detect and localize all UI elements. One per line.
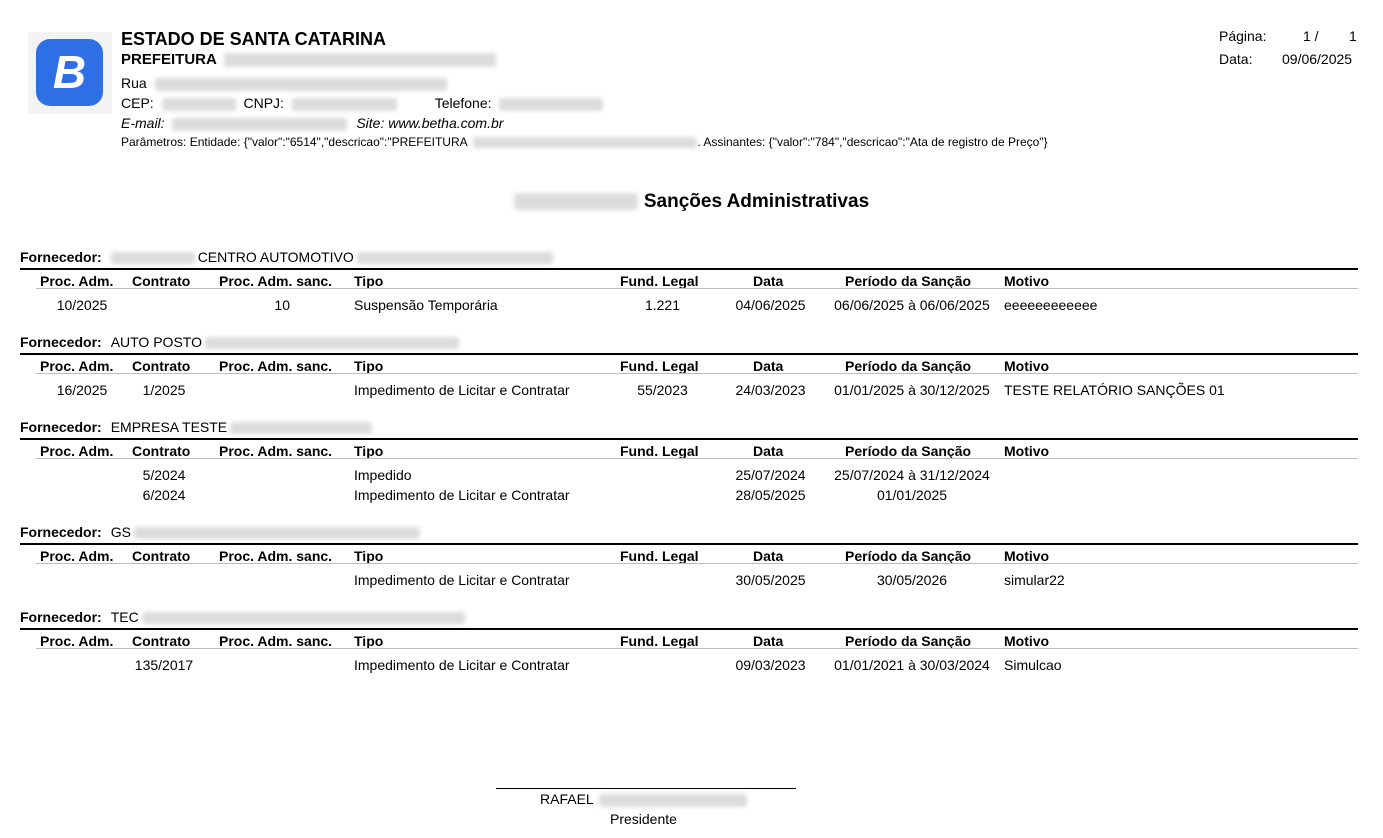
section-divider bbox=[20, 438, 1358, 440]
column-header-motivo: Motivo bbox=[1004, 273, 1050, 289]
column-header-contrato: Contrato bbox=[132, 358, 191, 374]
report-title-text: Sanções Administrativas bbox=[643, 191, 870, 212]
parametros-prefix: Parâmetros: Entidade: {"valor":"6514","descricao":"PREFEITURA bbox=[121, 135, 467, 149]
cell-tipo: Impedido bbox=[354, 467, 412, 483]
cell-tipo: Impedimento de Licitar e Contratar bbox=[354, 657, 570, 673]
state-title: ESTADO DE SANTA CATARINA bbox=[121, 29, 386, 49]
cell-fund-legal: 55/2023 bbox=[637, 382, 688, 398]
redacted-supplier-id bbox=[111, 252, 195, 264]
column-header-proc-adm: Proc. Adm. bbox=[40, 273, 114, 289]
cell-data: 24/03/2023 bbox=[735, 382, 806, 398]
signature-role: Presidente bbox=[610, 811, 677, 827]
redacted-telefone bbox=[499, 98, 603, 111]
header-underline bbox=[36, 288, 1358, 289]
section-divider bbox=[20, 268, 1358, 270]
column-header-proc-adm: Proc. Adm. bbox=[40, 358, 114, 374]
column-header-periodo: Período da Sanção bbox=[845, 633, 972, 649]
column-header-fund-legal: Fund. Legal bbox=[620, 443, 699, 459]
section-divider bbox=[20, 543, 1358, 545]
header-underline bbox=[36, 458, 1358, 459]
parametros-line bbox=[121, 135, 1048, 149]
cell-motivo: eeeeeeeeeeee bbox=[1004, 297, 1098, 313]
fornecedor-section bbox=[20, 247, 1358, 332]
parametros-suffix: . Assinantes: {"valor":"784","descricao":"Ata de registro de Preço"} bbox=[697, 135, 1048, 149]
column-header-data: Data bbox=[753, 273, 784, 289]
column-header-motivo: Motivo bbox=[1004, 548, 1050, 564]
column-header-fund-legal: Fund. Legal bbox=[620, 633, 699, 649]
cell-contrato: 135/2017 bbox=[134, 657, 194, 673]
section-divider bbox=[20, 353, 1358, 355]
cell-motivo: simular22 bbox=[1004, 572, 1065, 588]
cell-data: 30/05/2025 bbox=[735, 572, 806, 588]
redacted-supplier-details bbox=[357, 252, 553, 264]
redacted-supplier-details bbox=[230, 422, 372, 434]
header-underline bbox=[36, 563, 1358, 564]
fornecedor-name: EMPRESA TESTE bbox=[110, 419, 228, 435]
column-header-motivo: Motivo bbox=[1004, 443, 1050, 459]
column-header-motivo: Motivo bbox=[1004, 633, 1050, 649]
fornecedor-section bbox=[20, 332, 1358, 417]
cnpj-label: CNPJ: bbox=[243, 95, 284, 111]
column-header-proc-adm-sanc: Proc. Adm. sanc. bbox=[219, 443, 333, 459]
fornecedor-name: GS bbox=[110, 524, 131, 540]
redacted-prefeitura-name bbox=[224, 53, 496, 67]
email-label: E-mail: bbox=[121, 115, 165, 131]
fornecedor-row bbox=[20, 332, 1358, 352]
column-header-data: Data bbox=[753, 358, 784, 374]
pagina-total: 1 bbox=[1349, 28, 1357, 44]
column-header-data: Data bbox=[753, 633, 784, 649]
fornecedor-label: Fornecedor: bbox=[20, 609, 102, 625]
column-header-contrato: Contrato bbox=[132, 273, 191, 289]
column-header-periodo: Período da Sanção bbox=[845, 548, 972, 564]
fornecedor-label: Fornecedor: bbox=[20, 249, 102, 265]
cell-periodo: 30/05/2026 bbox=[876, 572, 948, 588]
report-title bbox=[0, 191, 1383, 213]
signature-name-line bbox=[540, 791, 747, 807]
column-header-proc-adm-sanc: Proc. Adm. sanc. bbox=[219, 358, 333, 374]
cep-label: CEP: bbox=[121, 95, 154, 111]
cell-periodo: 01/01/2025 à 30/12/2025 bbox=[834, 382, 990, 398]
cell-motivo: TESTE RELATÓRIO SANÇÕES 01 bbox=[1004, 382, 1225, 398]
column-header-fund-legal: Fund. Legal bbox=[620, 273, 699, 289]
redacted-cnpj bbox=[292, 98, 397, 111]
header-underline bbox=[36, 648, 1358, 649]
column-header-fund-legal: Fund. Legal bbox=[620, 358, 699, 374]
cell-periodo: 25/07/2024 à 31/12/2024 bbox=[834, 467, 990, 483]
fornecedor-section bbox=[20, 607, 1358, 692]
redacted-address bbox=[155, 78, 447, 91]
column-header-proc-adm: Proc. Adm. bbox=[40, 443, 114, 459]
email-line bbox=[121, 115, 503, 131]
cell-contrato: 5/2024 bbox=[142, 467, 186, 483]
pagina-label: Página: bbox=[1219, 28, 1267, 44]
data-value: 09/06/2025 bbox=[1282, 51, 1353, 67]
cell-tipo: Suspensão Temporária bbox=[354, 297, 498, 313]
prefeitura-line bbox=[121, 51, 496, 68]
cell-data: 28/05/2025 bbox=[735, 487, 806, 503]
column-header-proc-adm-sanc: Proc. Adm. sanc. bbox=[219, 273, 333, 289]
column-header-tipo: Tipo bbox=[354, 633, 384, 649]
redacted-supplier-details bbox=[134, 527, 420, 539]
fornecedor-row bbox=[20, 522, 1358, 542]
cell-periodo: 01/01/2021 à 30/03/2024 bbox=[834, 657, 990, 673]
redacted-surname bbox=[599, 794, 747, 807]
cell-contrato: 1/2025 bbox=[142, 382, 186, 398]
cell-motivo: Simulcao bbox=[1004, 657, 1062, 673]
column-header-motivo: Motivo bbox=[1004, 358, 1050, 374]
cell-data: 04/06/2025 bbox=[735, 297, 806, 313]
fornecedor-section bbox=[20, 417, 1358, 502]
cell-tipo: Impedimento de Licitar e Contratar bbox=[354, 572, 570, 588]
cell-proc-adm: 10/2025 bbox=[56, 297, 108, 313]
cell-proc-adm: 16/2025 bbox=[56, 382, 108, 398]
column-header-periodo: Período da Sanção bbox=[845, 443, 972, 459]
fornecedor-label: Fornecedor: bbox=[20, 334, 102, 350]
address-line bbox=[121, 75, 447, 91]
column-header-tipo: Tipo bbox=[354, 548, 384, 564]
column-header-proc-adm-sanc: Proc. Adm. sanc. bbox=[219, 633, 333, 649]
redacted-supplier-details bbox=[142, 612, 465, 624]
cell-proc-adm-sanc: 10 bbox=[274, 297, 290, 313]
fornecedor-row bbox=[20, 417, 1358, 437]
column-header-data: Data bbox=[753, 548, 784, 564]
fornecedor-name: CENTRO AUTOMOTIVO bbox=[197, 249, 354, 265]
cell-periodo: 06/06/2025 à 06/06/2025 bbox=[834, 297, 990, 313]
fornecedor-row bbox=[20, 607, 1358, 627]
cell-data: 09/03/2023 bbox=[735, 657, 806, 673]
redacted-report-code bbox=[514, 193, 638, 210]
fornecedor-row bbox=[20, 247, 1358, 267]
redacted-entidade bbox=[473, 137, 697, 148]
telefone-label: Telefone: bbox=[434, 95, 492, 111]
signature-name: RAFAEL bbox=[540, 791, 594, 807]
header-underline bbox=[36, 373, 1358, 374]
logo bbox=[28, 32, 112, 114]
fornecedor-label: Fornecedor: bbox=[20, 524, 102, 540]
column-header-data: Data bbox=[753, 443, 784, 459]
rua-label: Rua bbox=[121, 75, 147, 91]
column-header-tipo: Tipo bbox=[354, 358, 384, 374]
contact-line bbox=[121, 95, 603, 111]
column-header-contrato: Contrato bbox=[132, 443, 191, 459]
redacted-email bbox=[172, 118, 347, 131]
column-header-tipo: Tipo bbox=[354, 273, 384, 289]
cell-tipo: Impedimento de Licitar e Contratar bbox=[354, 382, 570, 398]
data-label: Data: bbox=[1219, 51, 1253, 67]
column-header-periodo: Período da Sanção bbox=[845, 273, 972, 289]
cell-fund-legal: 1.221 bbox=[644, 297, 681, 313]
column-header-contrato: Contrato bbox=[132, 633, 191, 649]
redacted-supplier-details bbox=[205, 337, 459, 349]
cell-contrato: 6/2024 bbox=[142, 487, 186, 503]
column-header-proc-adm: Proc. Adm. bbox=[40, 548, 114, 564]
column-header-proc-adm-sanc: Proc. Adm. sanc. bbox=[219, 548, 333, 564]
signature-line bbox=[496, 788, 796, 789]
cell-data: 25/07/2024 bbox=[735, 467, 806, 483]
fornecedor-name: TEC bbox=[110, 609, 139, 625]
fornecedor-section bbox=[20, 522, 1358, 607]
site-text: Site: www.betha.com.br bbox=[356, 115, 504, 131]
section-divider bbox=[20, 628, 1358, 630]
redacted-cep bbox=[162, 98, 236, 111]
fornecedor-name: AUTO POSTO bbox=[110, 334, 202, 350]
pagina-value: 1 / bbox=[1303, 28, 1319, 44]
cell-tipo: Impedimento de Licitar e Contratar bbox=[354, 487, 570, 503]
column-header-tipo: Tipo bbox=[354, 443, 384, 459]
column-header-fund-legal: Fund. Legal bbox=[620, 548, 699, 564]
column-header-proc-adm: Proc. Adm. bbox=[40, 633, 114, 649]
column-header-contrato: Contrato bbox=[132, 548, 191, 564]
betha-logo-icon: B bbox=[36, 39, 103, 106]
fornecedor-label: Fornecedor: bbox=[20, 419, 102, 435]
prefeitura-label: PREFEITURA bbox=[121, 51, 217, 68]
cell-periodo: 01/01/2025 bbox=[876, 487, 948, 503]
column-header-periodo: Período da Sanção bbox=[845, 358, 972, 374]
